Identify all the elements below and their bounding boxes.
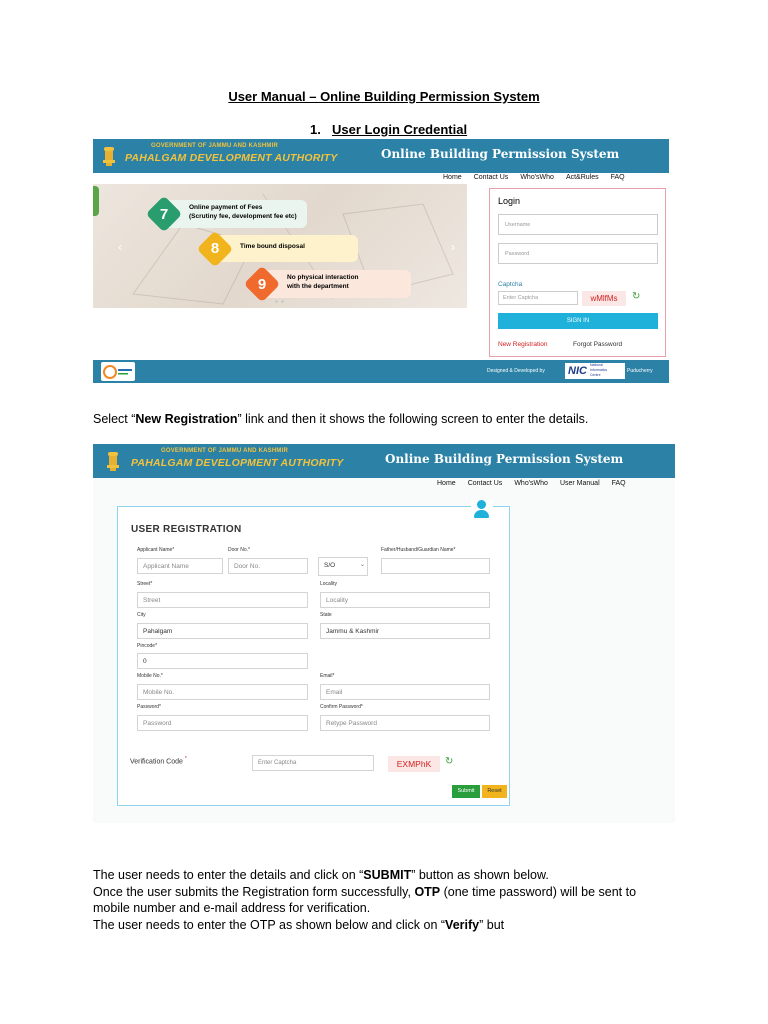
refresh-icon[interactable]: ↻ [445, 756, 454, 767]
azadi-logo-icon [101, 362, 135, 381]
emblem-icon [101, 145, 117, 167]
feature-card-7 [159, 200, 307, 228]
applicant-name-label: Applicant Name* [137, 547, 175, 553]
feature-card-9 [257, 270, 411, 298]
document-title: User Manual – Online Building Permission System [228, 89, 540, 104]
nav-whos-who[interactable]: Who'sWho [514, 480, 548, 487]
new-registration-link[interactable]: New Registration [498, 341, 548, 348]
chevron-down-icon: ⌄ [359, 562, 365, 568]
top-nav-1 [443, 174, 625, 181]
street-label: Street* [137, 581, 153, 587]
instruction-line-submit: The user needs to enter the details and click on “SUBMIT” button as shown below. [93, 868, 549, 882]
nav-faq[interactable]: FAQ [610, 174, 625, 181]
section-heading [310, 122, 467, 137]
city-label: City [137, 612, 146, 618]
mobile-label: Mobile No.* [137, 673, 163, 679]
authority-name: PAHALGAM DEVELOPMENT AUTHORITY [125, 152, 338, 164]
registration-form [117, 506, 510, 806]
refresh-icon[interactable]: ↻ [632, 291, 641, 302]
header-banner-1 [93, 139, 669, 173]
nav-faq[interactable]: FAQ [611, 480, 626, 487]
number-badge-9: 9 [249, 271, 275, 297]
new-registration-emphasis: New Registration [135, 412, 238, 426]
feature-9-line1: No physical interaction [287, 274, 359, 281]
location-text: Puducherry [627, 368, 653, 374]
applicant-name-input[interactable]: Applicant Name [137, 558, 223, 574]
forgot-password-link[interactable]: Forgot Password [573, 341, 623, 348]
number-badge-8: 8 [202, 236, 228, 262]
father-name-label: Father/Husband/Guardian Name* [381, 547, 456, 553]
captcha-image: wMlfMs [582, 291, 626, 306]
verification-code-label: Verification Code * [130, 756, 187, 766]
city-input[interactable]: Pahalgam [137, 623, 308, 639]
system-title: Online Building Permission System [381, 147, 620, 161]
password-input[interactable]: Password [137, 715, 308, 731]
captcha-label: Captcha [498, 281, 523, 288]
state-input[interactable]: Jammu & Kashmir [320, 623, 490, 639]
mobile-input[interactable]: Mobile No. [137, 684, 308, 700]
gov-text: GOVERNMENT OF JAMMU AND KASHMIR [161, 448, 288, 454]
nav-act-rules[interactable]: Act&Rules [565, 174, 599, 181]
door-no-input[interactable]: Door No. [228, 558, 308, 574]
email-label: Email* [320, 673, 335, 679]
reset-button[interactable]: Reset [482, 785, 507, 798]
relation-select[interactable]: S/O ⌄ [318, 557, 368, 576]
feature-9-line2: with the department [287, 283, 349, 290]
sign-in-button[interactable]: SIGN IN [498, 313, 658, 329]
locality-input[interactable]: Locality [320, 592, 490, 608]
nic-logo: NIC National Informatics Centre [565, 363, 625, 379]
locality-label: Locality [320, 581, 337, 587]
instruction-paragraph-1: Select “New Registration” link and then it shows the following screen to enter the details. [93, 412, 589, 426]
emblem-icon [105, 450, 121, 472]
verification-captcha-input[interactable]: Enter Captcha [252, 755, 374, 771]
state-label: State [320, 612, 332, 618]
header-banner-2 [93, 444, 675, 478]
login-panel [489, 188, 666, 357]
instruction-line-otp: Once the user submits the Registration form successfully, OTP (one time password) will be sent to mobile number and e-mail address for verification. [93, 884, 637, 915]
user-icon [471, 500, 493, 520]
nav-whos-who[interactable]: Who'sWho [520, 174, 554, 181]
number-badge-7: 7 [151, 201, 177, 227]
pincode-input[interactable]: 0 [137, 653, 308, 669]
section-number: 1. [310, 122, 321, 137]
nav-contact-us[interactable]: Contact Us [473, 174, 509, 181]
login-title: Login [498, 196, 521, 206]
designed-by-text: Designed & Developed by [487, 368, 545, 374]
feature-7-line1: Online payment of Fees [189, 204, 263, 211]
feature-card-8 [210, 235, 358, 262]
instruction-line-verify: The user needs to enter the OTP as shown below and click on “Verify” but [93, 917, 505, 932]
captcha-image: EXMPhK [388, 756, 440, 772]
street-input[interactable]: Street [137, 592, 308, 608]
nav-contact-us[interactable]: Contact Us [467, 480, 503, 487]
feature-8-line1: Time bound disposal [240, 243, 305, 250]
footer-bar [93, 360, 669, 383]
email-input[interactable]: Email [320, 684, 490, 700]
captcha-input[interactable]: Enter Captcha [498, 291, 578, 305]
section-title: User Login Credential [332, 122, 468, 137]
father-name-input[interactable] [381, 558, 490, 574]
password-label: Password* [137, 704, 161, 710]
nav-home[interactable]: Home [443, 174, 462, 181]
password-input[interactable]: Password [498, 243, 658, 264]
gov-text: GOVERNMENT OF JAMMU AND KASHMIR [151, 143, 278, 149]
pincode-label: Pincode* [137, 643, 158, 649]
submit-button[interactable]: Submit [452, 785, 480, 798]
carousel-dots[interactable] [275, 300, 284, 303]
authority-name: PAHALGAM DEVELOPMENT AUTHORITY [131, 457, 344, 469]
instruction-paragraph-2 [93, 867, 673, 933]
system-title: Online Building Permission System [385, 452, 624, 466]
hero-carousel [93, 184, 467, 308]
nav-user-manual[interactable]: User Manual [559, 480, 600, 487]
confirm-password-input[interactable]: Retype Password [320, 715, 490, 731]
top-nav-2 [437, 480, 626, 487]
side-tab[interactable] [93, 186, 99, 216]
username-input[interactable]: Username [498, 214, 658, 235]
confirm-password-label: Confirm Password* [320, 704, 363, 710]
nav-home[interactable]: Home [437, 480, 456, 487]
registration-title: USER REGISTRATION [131, 524, 242, 535]
door-no-label: Door No.* [228, 547, 250, 553]
feature-7-line2: (Scrutiny fee, development fee etc) [189, 213, 297, 220]
carousel-next-arrow[interactable]: › [451, 240, 455, 254]
carousel-prev-arrow[interactable]: ‹ [118, 240, 122, 254]
